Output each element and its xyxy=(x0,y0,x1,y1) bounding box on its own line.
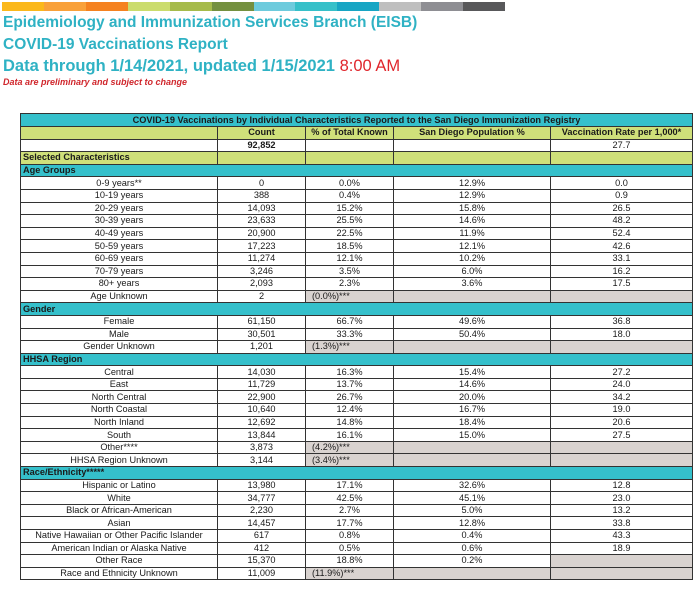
total-label xyxy=(21,139,218,152)
total-rate: 27.7 xyxy=(551,139,693,152)
characteristic-label: Other**** xyxy=(21,441,218,454)
count-cell: 10,640 xyxy=(218,404,306,417)
count-cell: 34,777 xyxy=(218,492,306,505)
table-row xyxy=(21,429,693,442)
sd-population-pct-cell: 50.4% xyxy=(394,328,551,341)
vaccination-rate-cell xyxy=(551,441,693,454)
org-title: Epidemiology and Immunization Services Branch (EISB) xyxy=(3,14,418,31)
vaccination-rate-cell: 20.6 xyxy=(551,416,693,429)
vaccination-rate-cell: 42.6 xyxy=(551,240,693,253)
vaccination-rate-cell: 27.5 xyxy=(551,429,693,442)
characteristic-label: 0-9 years** xyxy=(21,177,218,190)
pct-total-known-cell: 16.3% xyxy=(306,366,394,379)
count-cell: 2,230 xyxy=(218,504,306,517)
vaccination-rate-cell: 48.2 xyxy=(551,215,693,228)
table-title: COVID-19 Vaccinations by Individual Characteristics Reported to the San Diego Immunization Registry xyxy=(21,114,693,127)
characteristic-label: Male xyxy=(21,328,218,341)
characteristic-label: 10-19 years xyxy=(21,189,218,202)
color-bar-segment xyxy=(421,2,463,11)
count-cell: 14,093 xyxy=(218,202,306,215)
data-date-line xyxy=(3,57,400,76)
table-row xyxy=(21,378,693,391)
sd-population-pct-cell xyxy=(394,290,551,303)
vaccination-rate-cell xyxy=(551,290,693,303)
sd-population-pct-cell: 16.7% xyxy=(394,404,551,417)
table-row xyxy=(21,240,693,253)
vaccination-rate-cell xyxy=(551,567,693,580)
vaccination-rate-cell xyxy=(551,341,693,354)
characteristic-label: East xyxy=(21,378,218,391)
color-bar-segment xyxy=(254,2,296,11)
table-row xyxy=(21,517,693,530)
sd-population-pct-cell: 11.9% xyxy=(394,227,551,240)
characteristic-label: Hispanic or Latino xyxy=(21,479,218,492)
pct-total-known-cell: 0.0% xyxy=(306,177,394,190)
report-title: COVID-19 Vaccinations Report xyxy=(3,36,228,53)
pct-total-known-cell: 18.5% xyxy=(306,240,394,253)
sd-population-pct-cell: 12.9% xyxy=(394,177,551,190)
sd-population-pct-cell: 0.2% xyxy=(394,555,551,568)
vaccination-rate-cell: 43.3 xyxy=(551,530,693,543)
total-count: 92,852 xyxy=(218,139,306,152)
sd-population-pct-cell: 0.4% xyxy=(394,530,551,543)
table-row xyxy=(21,492,693,505)
pct-total-known-cell: 2.7% xyxy=(306,504,394,517)
pct-total-known-cell: 0.4% xyxy=(306,189,394,202)
selected-characteristics-label: Selected Characteristics xyxy=(21,152,218,165)
table-row xyxy=(21,315,693,328)
sd-population-pct-cell: 5.0% xyxy=(394,504,551,517)
table-row xyxy=(21,454,693,467)
data-through-text: Data through 1/14/2021, updated 1/15/2021 xyxy=(3,57,335,75)
table-row xyxy=(21,366,693,379)
characteristic-label: American Indian or Alaska Native xyxy=(21,542,218,555)
color-bar-segment xyxy=(44,2,86,11)
characteristic-label: 30-39 years xyxy=(21,215,218,228)
table-row xyxy=(21,252,693,265)
count-cell: 3,144 xyxy=(218,454,306,467)
selected-blank xyxy=(551,152,693,165)
count-cell: 61,150 xyxy=(218,315,306,328)
sd-population-pct-cell: 14.6% xyxy=(394,215,551,228)
characteristic-label: Asian xyxy=(21,517,218,530)
table-row xyxy=(21,215,693,228)
table-row xyxy=(21,391,693,404)
table-row xyxy=(21,555,693,568)
count-cell: 15,370 xyxy=(218,555,306,568)
count-cell: 0 xyxy=(218,177,306,190)
vaccination-rate-cell: 18.0 xyxy=(551,328,693,341)
color-bar-segment xyxy=(295,2,337,11)
characteristic-label: Gender Unknown xyxy=(21,341,218,354)
selected-blank xyxy=(394,152,551,165)
pct-total-known-cell: 13.7% xyxy=(306,378,394,391)
table-row xyxy=(21,341,693,354)
sd-population-pct-cell xyxy=(394,341,551,354)
sd-population-pct-cell: 12.8% xyxy=(394,517,551,530)
pct-total-known-cell: 26.7% xyxy=(306,391,394,404)
characteristic-label: 20-29 years xyxy=(21,202,218,215)
table-row xyxy=(21,530,693,543)
color-bar-segment xyxy=(463,2,505,11)
count-cell: 2,093 xyxy=(218,278,306,291)
total-row xyxy=(21,139,693,152)
sd-population-pct-cell: 15.4% xyxy=(394,366,551,379)
total-pct-blank xyxy=(306,139,394,152)
vaccination-rate-cell: 33.1 xyxy=(551,252,693,265)
table-row xyxy=(21,542,693,555)
pct-total-known-cell: 0.8% xyxy=(306,530,394,543)
table-row xyxy=(21,189,693,202)
pct-total-known-cell: 14.8% xyxy=(306,416,394,429)
pct-total-known-cell: (3.4%)*** xyxy=(306,454,394,467)
characteristic-label: North Coastal xyxy=(21,404,218,417)
count-cell: 11,729 xyxy=(218,378,306,391)
sd-population-pct-cell: 15.8% xyxy=(394,202,551,215)
characteristic-label: Race and Ethnicity Unknown xyxy=(21,567,218,580)
vaccination-rate-cell: 34.2 xyxy=(551,391,693,404)
characteristic-label: 40-49 years xyxy=(21,227,218,240)
count-cell: 20,900 xyxy=(218,227,306,240)
count-cell: 412 xyxy=(218,542,306,555)
sd-population-pct-cell: 3.6% xyxy=(394,278,551,291)
pct-total-known-cell: 42.5% xyxy=(306,492,394,505)
header-sd-population-pct: San Diego Population % xyxy=(394,127,551,140)
pct-total-known-cell: 17.7% xyxy=(306,517,394,530)
sd-population-pct-cell: 0.6% xyxy=(394,542,551,555)
table-row xyxy=(21,404,693,417)
characteristic-label: Female xyxy=(21,315,218,328)
sd-population-pct-cell xyxy=(394,567,551,580)
table-row xyxy=(21,290,693,303)
count-cell: 11,009 xyxy=(218,567,306,580)
pct-total-known-cell: 17.1% xyxy=(306,479,394,492)
update-time: 8:00 AM xyxy=(339,57,401,75)
count-cell: 13,844 xyxy=(218,429,306,442)
header-vaccination-rate: Vaccination Rate per 1,000* xyxy=(551,127,693,140)
count-cell: 17,223 xyxy=(218,240,306,253)
sd-population-pct-cell: 18.4% xyxy=(394,416,551,429)
pct-total-known-cell: (1.3%)*** xyxy=(306,341,394,354)
vaccination-rate-cell: 19.0 xyxy=(551,404,693,417)
selected-blank xyxy=(218,152,306,165)
sd-population-pct-cell xyxy=(394,454,551,467)
count-cell: 23,633 xyxy=(218,215,306,228)
table-row xyxy=(21,278,693,291)
sd-population-pct-cell: 49.6% xyxy=(394,315,551,328)
pct-total-known-cell: 0.5% xyxy=(306,542,394,555)
characteristic-label: HHSA Region Unknown xyxy=(21,454,218,467)
total-pop-blank xyxy=(394,139,551,152)
pct-total-known-cell: 25.5% xyxy=(306,215,394,228)
table-row xyxy=(21,227,693,240)
characteristic-label: Other Race xyxy=(21,555,218,568)
pct-total-known-cell: (4.2%)*** xyxy=(306,441,394,454)
header-count: Count xyxy=(218,127,306,140)
sd-population-pct-cell: 32.6% xyxy=(394,479,551,492)
count-cell: 12,692 xyxy=(218,416,306,429)
characteristic-label: Native Hawaiian or Other Pacific Islander xyxy=(21,530,218,543)
section-title: HHSA Region xyxy=(21,353,693,366)
vaccination-rate-cell: 18.9 xyxy=(551,542,693,555)
section-header-race-ethnicity xyxy=(21,467,693,480)
count-cell: 3,246 xyxy=(218,265,306,278)
characteristic-label: North Inland xyxy=(21,416,218,429)
pct-total-known-cell: (0.0%)*** xyxy=(306,290,394,303)
header-blank xyxy=(21,127,218,140)
count-cell: 1,201 xyxy=(218,341,306,354)
preliminary-note: Data are preliminary and subject to change xyxy=(3,77,188,87)
table-row xyxy=(21,202,693,215)
characteristic-label: Central xyxy=(21,366,218,379)
vaccination-rate-cell: 16.2 xyxy=(551,265,693,278)
section-title: Race/Ethnicity***** xyxy=(21,467,693,480)
color-bar-segment xyxy=(2,2,44,11)
characteristic-label: North Central xyxy=(21,391,218,404)
pct-total-known-cell: 12.4% xyxy=(306,404,394,417)
sd-population-pct-cell xyxy=(394,441,551,454)
pct-total-known-cell: 66.7% xyxy=(306,315,394,328)
table-row xyxy=(21,328,693,341)
table-row xyxy=(21,177,693,190)
sd-population-pct-cell: 6.0% xyxy=(394,265,551,278)
vaccination-rate-cell: 0.0 xyxy=(551,177,693,190)
pct-total-known-cell: 22.5% xyxy=(306,227,394,240)
table-row xyxy=(21,504,693,517)
color-bar-segment xyxy=(337,2,379,11)
vaccination-rate-cell: 52.4 xyxy=(551,227,693,240)
characteristic-label: 60-69 years xyxy=(21,252,218,265)
sd-population-pct-cell: 15.0% xyxy=(394,429,551,442)
count-cell: 22,900 xyxy=(218,391,306,404)
section-header-age-groups xyxy=(21,164,693,177)
count-cell: 3,873 xyxy=(218,441,306,454)
table-header-row xyxy=(21,127,693,140)
sd-population-pct-cell: 45.1% xyxy=(394,492,551,505)
pct-total-known-cell: 2.3% xyxy=(306,278,394,291)
count-cell: 617 xyxy=(218,530,306,543)
sd-population-pct-cell: 20.0% xyxy=(394,391,551,404)
decorative-color-bar xyxy=(2,2,505,11)
vaccination-rate-cell: 0.9 xyxy=(551,189,693,202)
color-bar-segment xyxy=(170,2,212,11)
characteristic-label: White xyxy=(21,492,218,505)
sd-population-pct-cell: 12.1% xyxy=(394,240,551,253)
characteristic-label: Black or African-American xyxy=(21,504,218,517)
section-header-gender xyxy=(21,303,693,316)
pct-total-known-cell: 15.2% xyxy=(306,202,394,215)
header-pct-total-known: % of Total Known xyxy=(306,127,394,140)
section-header-hhsa-region xyxy=(21,353,693,366)
pct-total-known-cell: 33.3% xyxy=(306,328,394,341)
vaccination-rate-cell: 27.2 xyxy=(551,366,693,379)
vaccination-rate-cell xyxy=(551,454,693,467)
count-cell: 11,274 xyxy=(218,252,306,265)
count-cell: 14,457 xyxy=(218,517,306,530)
table-row xyxy=(21,265,693,278)
pct-total-known-cell: 3.5% xyxy=(306,265,394,278)
color-bar-segment xyxy=(128,2,170,11)
vaccination-rate-cell: 12.8 xyxy=(551,479,693,492)
vaccination-rate-cell: 36.8 xyxy=(551,315,693,328)
characteristic-label: South xyxy=(21,429,218,442)
count-cell: 388 xyxy=(218,189,306,202)
table-row xyxy=(21,441,693,454)
sd-population-pct-cell: 10.2% xyxy=(394,252,551,265)
pct-total-known-cell: 12.1% xyxy=(306,252,394,265)
count-cell: 13,980 xyxy=(218,479,306,492)
vaccination-rate-cell: 13.2 xyxy=(551,504,693,517)
vaccinations-table xyxy=(20,113,693,580)
vaccination-rate-cell xyxy=(551,555,693,568)
table-row xyxy=(21,479,693,492)
sd-population-pct-cell: 12.9% xyxy=(394,189,551,202)
count-cell: 14,030 xyxy=(218,366,306,379)
characteristic-label: 80+ years xyxy=(21,278,218,291)
vaccination-rate-cell: 26.5 xyxy=(551,202,693,215)
pct-total-known-cell: (11.9%)*** xyxy=(306,567,394,580)
table-row xyxy=(21,567,693,580)
section-title: Age Groups xyxy=(21,164,693,177)
color-bar-segment xyxy=(86,2,128,11)
vaccination-rate-cell: 17.5 xyxy=(551,278,693,291)
vaccination-rate-cell: 24.0 xyxy=(551,378,693,391)
vaccination-rate-cell: 33.8 xyxy=(551,517,693,530)
characteristic-label: Age Unknown xyxy=(21,290,218,303)
sd-population-pct-cell: 14.6% xyxy=(394,378,551,391)
color-bar-segment xyxy=(379,2,421,11)
table-row xyxy=(21,416,693,429)
section-title: Gender xyxy=(21,303,693,316)
color-bar-segment xyxy=(212,2,254,11)
count-cell: 2 xyxy=(218,290,306,303)
characteristic-label: 70-79 years xyxy=(21,265,218,278)
pct-total-known-cell: 18.8% xyxy=(306,555,394,568)
selected-blank xyxy=(306,152,394,165)
vaccination-rate-cell: 23.0 xyxy=(551,492,693,505)
count-cell: 30,501 xyxy=(218,328,306,341)
table-title-row xyxy=(21,114,693,127)
pct-total-known-cell: 16.1% xyxy=(306,429,394,442)
characteristic-label: 50-59 years xyxy=(21,240,218,253)
selected-characteristics-row xyxy=(21,152,693,165)
